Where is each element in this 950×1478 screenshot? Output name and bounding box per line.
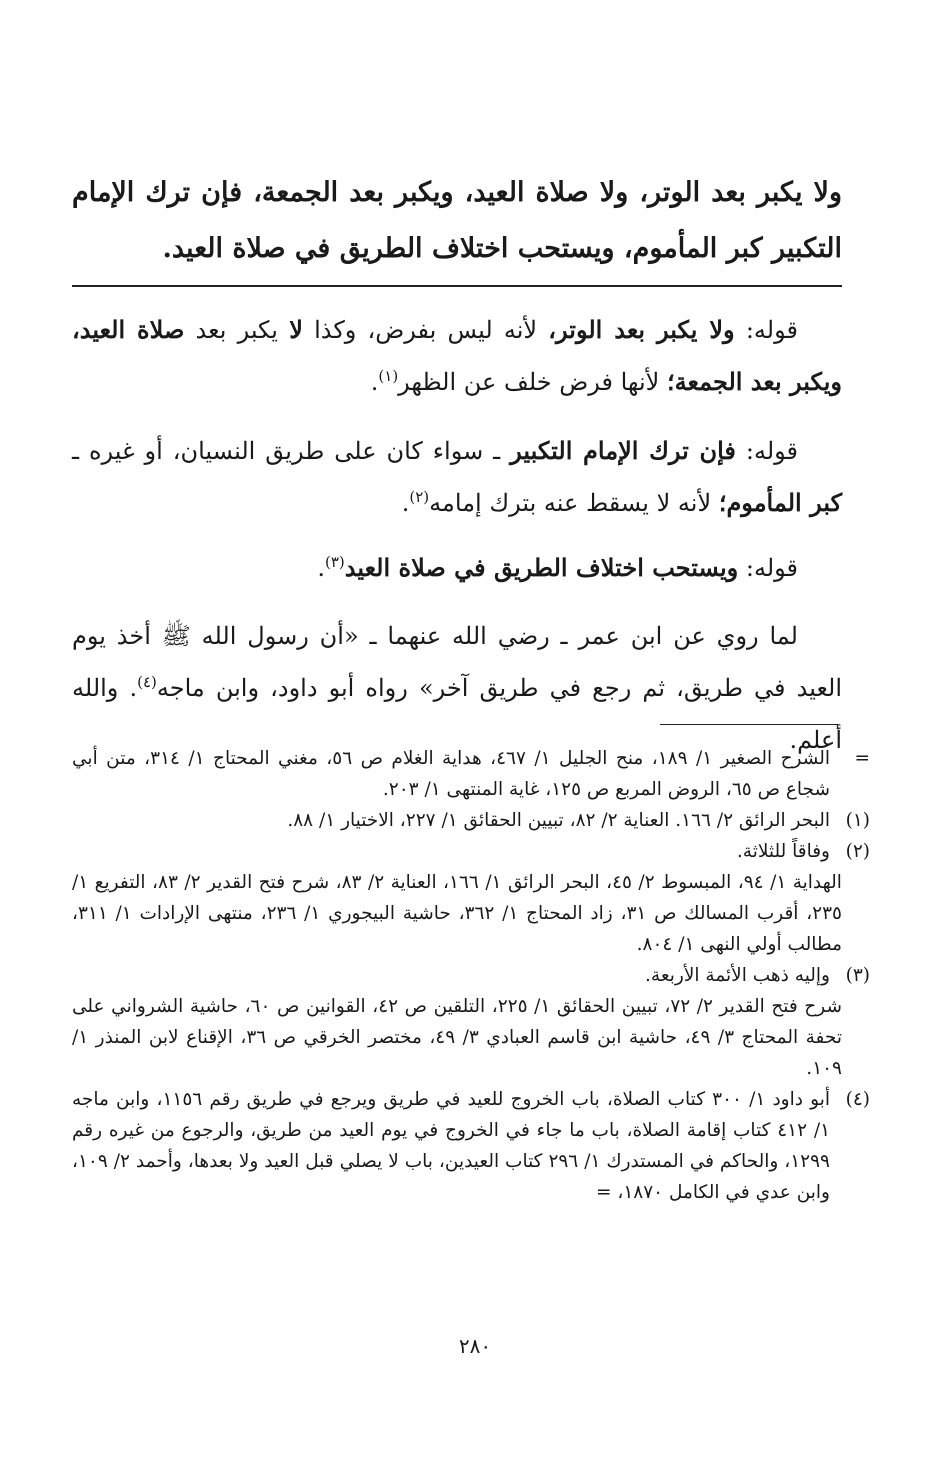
commentary-text: يكبر بعد	[195, 316, 278, 344]
quoted-phrase: لا	[289, 315, 303, 344]
footnote-number: (٤)	[845, 1089, 870, 1110]
commentary-text: ـ سواء كان على طريق النسيان، أو غيره ـ	[72, 437, 501, 465]
footnote-text: أبو داود ١/ ٣٠٠ كتاب الصلاة، باب الخروج للعيد في طريق ويرجع في طريق رقم ١١٥٦، وابن ماجه ١/ ٤١٢ كتاب إقامة الصلاة، باب ما جاء في الخروج في يوم العيد من طريق، والرجوع من غيره رقم ١٢٩٩، والحاكم في المستدرك ١/ ٢٩٦ كتاب العيدين، باب لا يصلي قبل العيد ولا بعدها، وأحمد ٢/ ١٠٩، وابن عدي في الكامل ١٨٧٠، =	[72, 1089, 830, 1203]
footnote-continued	[72, 743, 870, 805]
main-text: ولا يكبر بعد الوتر، ولا صلاة العيد، ويكبر بعد الجمعة، فإن ترك الإمام التكبير كبر المأموم، ويستحب اختلاف الطريق في صلاة العيد.	[72, 177, 842, 264]
commentary-text: .	[370, 368, 379, 396]
page-number: ٢٨٠	[458, 1334, 492, 1358]
footnote-divider	[660, 724, 838, 725]
commentary-paragraph-3	[72, 542, 842, 594]
qawluh-label: قوله:	[745, 554, 798, 582]
quoted-phrase: صلاة العيد، ويكبر بعد الجمعة؛	[72, 315, 842, 396]
footnote-3	[72, 960, 870, 991]
commentary-text: . والله أعلم.	[72, 674, 842, 754]
quoted-phrase: ويستحب اختلاف الطريق في صلاة العيد	[344, 553, 739, 582]
qawluh-label: قوله:	[745, 316, 798, 344]
footnote-text: وإليه ذهب الأئمة الأربعة.	[645, 965, 830, 986]
main-text-divider	[72, 285, 842, 287]
footnote-ref: (٣)	[324, 553, 345, 571]
commentary-paragraph-2	[72, 425, 842, 529]
footnote-text: الشرح الصغير ١/ ١٨٩، منح الجليل ١/ ٤٦٧، هداية الغلام ص ٥٦، مغني المحتاج ١/ ٣١٤، متن أبي شجاع ص ٦٥، الروض المربع ص ١٢٥، غاية المنتهى ١/ ٢٠٣.	[72, 748, 831, 800]
footnote-number: (٢)	[845, 841, 870, 862]
commentary-text: لأنه لا يسقط عنه بترك إمامه	[429, 489, 712, 517]
footnote-text: البحر الرائق ٢/ ١٦٦. العناية ٢/ ٨٢، تبيين الحقائق ١/ ٢٢٧، الاختيار ١/ ٨٨.	[287, 810, 830, 831]
footnote-3-references: شرح فتح القدير ٢/ ٧٢، تبيين الحقائق ١/ ٢٢٥، التلقين ص ٤٢، القوانين ص ٦٠، حاشية الشرواني على تحفة المحتاج ٣/ ٤٩، حاشية ابن قاسم العبادي ٣/ ٤٩، مختصر الخرقي ص ٣٦، الإقناع لابن المنذر ١/ ١٠٩.	[72, 996, 842, 1079]
footnotes	[72, 743, 870, 1208]
footnote-ref: (٤)	[137, 673, 157, 691]
footnote-2	[72, 836, 870, 867]
footnote-ref: (١)	[378, 367, 399, 385]
quoted-phrase: فإن ترك الإمام التكبير	[510, 436, 736, 465]
footnote-number: (٣)	[845, 965, 870, 986]
commentary-text: .	[317, 554, 325, 582]
footnote-2-references: الهداية ١/ ٩٤، المبسوط ٢/ ٤٥، البحر الرائق ١/ ١٦٦، العناية ٢/ ٨٣، شرح فتح القدير ٢/ ٨٣، التفريع ١/ ٢٣٥، أقرب المسالك ص ٣١، زاد المحتاج ١/ ٣٦٢، حاشية البيجوري ١/ ٢٣٦، منتهى الإرادات ١/ ٣١١، مطالب أولي النهى ١/ ٨٠٤.	[72, 872, 842, 955]
commentary-text: لأنه ليس بفرض، وكذا	[314, 316, 538, 344]
quoted-phrase: ولا يكبر بعد الوتر،	[548, 315, 735, 344]
footnote-text: وفاقاً للثلاثة.	[736, 841, 830, 862]
commentary-paragraph-1	[72, 304, 842, 408]
footnote-1	[72, 805, 870, 836]
footnote-4	[72, 1084, 870, 1208]
quoted-phrase: كبر المأموم؛	[718, 488, 842, 517]
commentary-text: لأنها فرض خلف عن الظهر	[398, 368, 660, 396]
qawluh-label: قوله:	[745, 437, 798, 465]
commentary-text: .	[401, 489, 410, 517]
footnote-marker: =	[854, 748, 870, 769]
footnote-ref: (٢)	[409, 488, 430, 506]
footnote-number: (١)	[845, 810, 870, 831]
commentary-text: لما روي عن ابن عمر ـ رضي الله عنهما ـ «أن رسول الله ﷺ أخذ يوم العيد في طريق، ثم رجع في طريق آخر» رواه أبو داود، وابن ماجه	[72, 622, 843, 702]
